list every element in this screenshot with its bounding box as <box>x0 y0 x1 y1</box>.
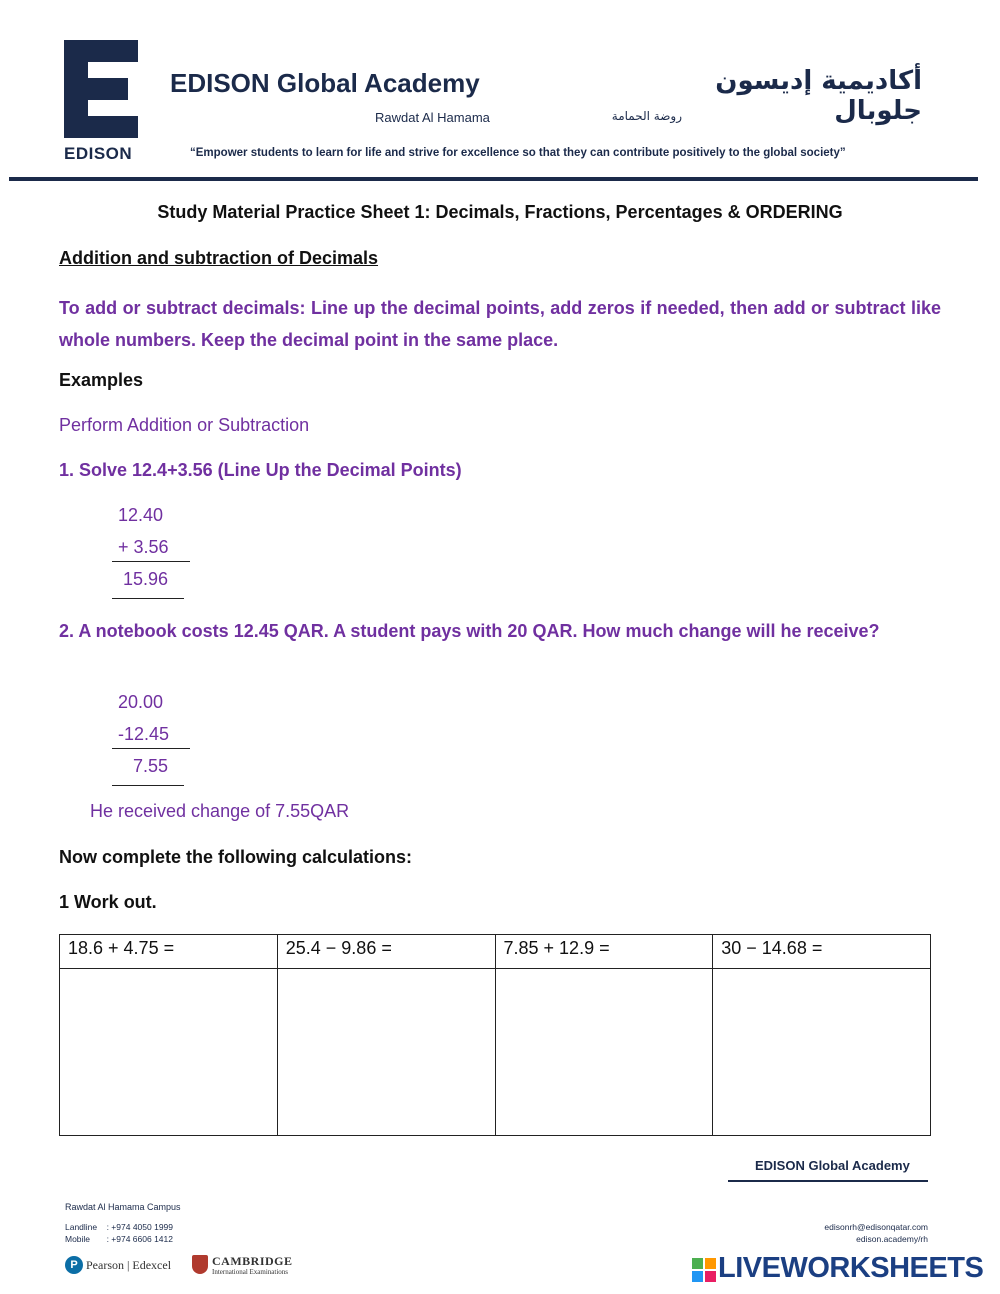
example-2-answer: He received change of 7.55QAR <box>90 801 350 821</box>
problem-cell: 25.4 − 9.86 = <box>277 935 495 969</box>
example-2-subtrahend: -12.45 <box>118 724 170 744</box>
rule-text: To add or subtract decimals: Line up the decimal points, add zeros if needed, then add or subtract like whole numbers. Keep the decimal point in the same place. <box>59 298 941 350</box>
campus-name-en: Rawdat Al Hamama <box>375 110 490 125</box>
answer-cell[interactable] <box>277 969 495 1136</box>
table-row <box>60 969 931 1136</box>
exercise-intro: Now complete the following calculations: <box>59 847 413 867</box>
sheet-title: Study Material Practice Sheet 1: Decimals, Fractions, Percentages & ORDERING <box>157 202 843 222</box>
logo-wordmark: EDISON <box>64 144 133 163</box>
problem-cell: 7.85 + 12.9 = <box>495 935 713 969</box>
liveworksheets-logo[interactable]: LIVEWORKSHEETS <box>718 1252 984 1284</box>
example-2-difference-line <box>112 748 190 749</box>
example-1-sum-line <box>112 561 190 562</box>
example-2-result-line <box>112 785 184 786</box>
footer-email[interactable]: edisonrh@edisonqatar.com <box>824 1222 928 1232</box>
example-1-addend-2: + 3.56 <box>118 537 169 557</box>
footer-mobile: Mobile : +974 6606 1412 <box>65 1234 173 1244</box>
liveworksheets-icon <box>692 1258 716 1282</box>
academy-name-en: EDISON Global Academy <box>170 68 480 98</box>
example-2-minuend: 20.00 <box>118 692 164 712</box>
campus-name-ar: روضة الحمامة <box>611 109 682 123</box>
example-1-question: 1. Solve 12.4+3.56 (Line Up the Decimal Points) <box>59 460 462 480</box>
footer-campus: Rawdat Al Hamama Campus <box>65 1202 181 1212</box>
pearson-edexcel-logo: Pearson | Edexcel <box>86 1258 172 1272</box>
cambridge-logo: CAMBRIDGE <box>212 1254 293 1268</box>
example-1-result: 15.96 <box>123 569 169 589</box>
footer-landline: Landline : +974 4050 1999 <box>65 1222 173 1232</box>
section-heading: Addition and subtraction of Decimals <box>59 248 379 268</box>
exercise-task: 1 Work out. <box>59 892 157 912</box>
footer-divider <box>728 1180 928 1182</box>
example-1-result-line <box>112 598 184 599</box>
cambridge-subtitle: International Examinations <box>212 1268 289 1276</box>
example-1-addend-1: 12.40 <box>118 505 164 525</box>
table-row <box>60 935 931 969</box>
pearson-icon: P <box>65 1256 83 1274</box>
cambridge-shield-icon <box>192 1255 208 1274</box>
answer-cell[interactable] <box>495 969 713 1136</box>
answer-cell[interactable] <box>713 969 931 1136</box>
examples-label: Examples <box>59 370 144 390</box>
edison-logo-e <box>64 40 138 138</box>
problem-cell: 18.6 + 4.75 = <box>60 935 278 969</box>
footer-brand: EDISON Global Academy <box>755 1158 910 1173</box>
motto: “Empower students to learn for life and strive for excellence so that they can contribute positively to the global society” <box>190 147 846 159</box>
perform-instruction: Perform Addition or Subtraction <box>59 415 310 435</box>
academy-name-ar: أكاديمية إديسون جلوبال <box>715 66 922 126</box>
example-2-question: 2. A notebook costs 12.45 QAR. A student pays with 20 QAR. How much change will he receive? <box>59 621 880 641</box>
example-2-result: 7.55 <box>133 756 169 776</box>
answer-cell[interactable] <box>60 969 278 1136</box>
footer-website[interactable]: edison.academy/rh <box>856 1234 928 1244</box>
header-divider <box>9 177 978 181</box>
work-table <box>59 934 931 1136</box>
problem-cell: 30 − 14.68 = <box>713 935 931 969</box>
